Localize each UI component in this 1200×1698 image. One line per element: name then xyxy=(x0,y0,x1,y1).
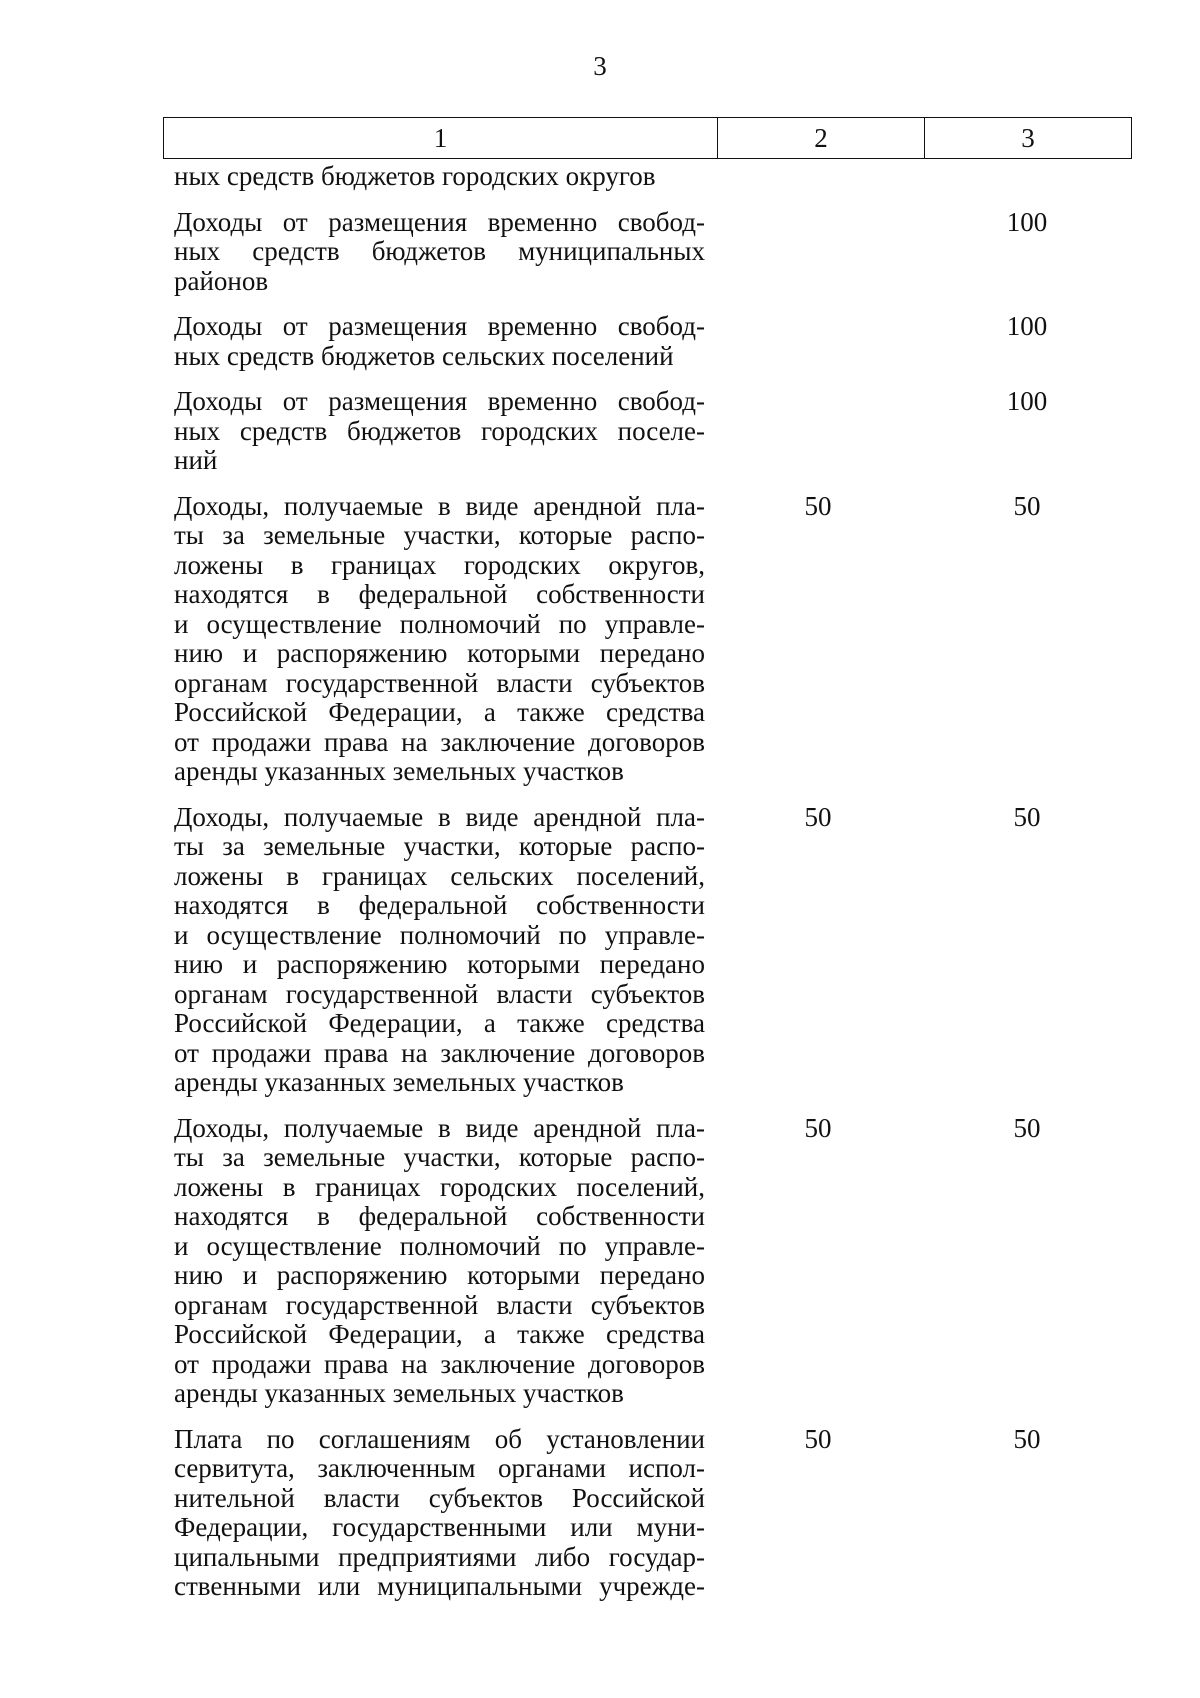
row-description-line: нию и распоряжению которыми передано xyxy=(174,949,705,979)
row-description-line: ложены в границах городских округов, xyxy=(174,549,705,580)
page-number: 3 xyxy=(593,51,607,81)
row-description-line: от продажи права на заключение договоров xyxy=(174,1348,705,1379)
table-header-row xyxy=(163,117,1132,159)
row-description-line: Доходы, получаемые в виде арендной пла- xyxy=(174,490,705,521)
row-description xyxy=(174,1425,705,1602)
table-row xyxy=(0,312,1200,371)
row-description-line: ты за земельные участки, которые распо- xyxy=(174,520,705,550)
row-description-line: органам государственной власти субъектов xyxy=(174,667,705,698)
row-value-col-3: 100 xyxy=(1006,311,1048,341)
table-row xyxy=(0,1425,1200,1602)
row-description-line: ных средств бюджетов городских округов xyxy=(174,161,656,191)
row-description-line: ственными или муниципальными учрежде- xyxy=(174,1571,705,1601)
row-description-line: ложены в границах сельских поселений, xyxy=(174,860,705,891)
row-description-line: Федерации, государственными или муни- xyxy=(174,1512,705,1542)
row-description-line: ципальными предприятиями либо государ- xyxy=(174,1541,705,1572)
row-description-line: ложены в границах городских поселений, xyxy=(174,1171,705,1202)
row-description-line: и осуществление полномочий по управле- xyxy=(174,919,705,950)
table-row xyxy=(0,1114,1200,1409)
row-description-line: находятся в федеральной собственности xyxy=(174,890,705,920)
row-description-line: Доходы от размещения временно свобод- xyxy=(174,386,705,416)
row-description-line: Доходы от размещения временно свобод- xyxy=(174,311,705,341)
row-description-line: Российской Федерации, а также средства xyxy=(174,697,705,727)
row-description-line: и осуществление полномочий по управле- xyxy=(174,608,705,639)
row-description-line: и осуществление полномочий по управле- xyxy=(174,1230,705,1261)
row-description-line: районов xyxy=(174,265,269,296)
row-description-line: Доходы, получаемые в виде арендной пла- xyxy=(174,801,705,832)
row-description-line: ты за земельные участки, которые распо- xyxy=(174,1142,705,1172)
row-value-col-3: 50 xyxy=(1013,490,1041,521)
row-value-col-3: 100 xyxy=(1006,206,1048,237)
table-row xyxy=(0,492,1200,787)
row-description-line: Российской Федерации, а также средства xyxy=(174,1319,705,1349)
table-row xyxy=(0,803,1200,1098)
table-row xyxy=(0,162,1200,192)
row-description-line: ты за земельные участки, которые распо- xyxy=(174,831,705,861)
row-description-line: Российской Федерации, а также средства xyxy=(174,1008,705,1038)
row-value-col-2: 50 xyxy=(804,1423,832,1454)
row-description xyxy=(174,312,705,371)
row-value-col-2: 50 xyxy=(804,801,832,832)
row-value-col-2: 50 xyxy=(804,490,832,521)
table-header-col-2: 2 xyxy=(718,118,925,158)
row-description-line: ных средств бюджетов муниципальных xyxy=(174,236,705,266)
row-description-line: от продажи права на заключение договоров xyxy=(174,726,705,757)
row-description-line: аренды указанных земельных участков xyxy=(174,1378,624,1408)
table-header-col-1: 1 xyxy=(164,118,718,158)
table-row xyxy=(0,387,1200,476)
table-body xyxy=(0,162,1200,1618)
row-value-col-3: 50 xyxy=(1013,801,1041,832)
row-description xyxy=(174,803,705,1098)
row-description-line: находятся в федеральной собственности xyxy=(174,579,705,609)
row-description-line: Доходы от размещения временно свобод- xyxy=(174,206,705,237)
row-description-line: ных средств бюджетов сельских поселений xyxy=(174,340,674,371)
row-value-col-2: 50 xyxy=(804,1112,832,1143)
row-description-line: нию и распоряжению которыми передано xyxy=(174,638,705,668)
row-value-col-3: 50 xyxy=(1013,1112,1041,1143)
row-description-line: аренды указанных земельных участков xyxy=(174,756,624,786)
row-description xyxy=(174,1114,705,1409)
row-value-col-3: 50 xyxy=(1013,1423,1041,1454)
row-description-line: нию и распоряжению которыми передано xyxy=(174,1260,705,1290)
row-description-line: Доходы, получаемые в виде арендной пла- xyxy=(174,1112,705,1143)
table-header-col-3: 3 xyxy=(1021,123,1035,153)
row-description xyxy=(174,162,705,192)
row-description-line: органам государственной власти субъектов xyxy=(174,1289,705,1320)
row-value-col-3: 100 xyxy=(1006,386,1048,416)
row-description xyxy=(174,492,705,787)
row-description-line: ных средств бюджетов городских поселе- xyxy=(174,415,705,446)
row-description-line: аренды указанных земельных участков xyxy=(174,1067,624,1097)
row-description-line: Плата по соглашениям об установлении xyxy=(174,1423,705,1454)
row-description-line: органам государственной власти субъектов xyxy=(174,978,705,1009)
row-description xyxy=(174,387,705,476)
row-description-line: нительной власти субъектов Российской xyxy=(174,1482,705,1513)
row-description-line: от продажи права на заключение договоров xyxy=(174,1037,705,1068)
row-description xyxy=(174,208,705,297)
row-description-line: находятся в федеральной собственности xyxy=(174,1201,705,1231)
row-description-line: сервитута, заключенным органами испол- xyxy=(174,1453,705,1483)
table-row xyxy=(0,208,1200,297)
row-description-line: ний xyxy=(174,445,218,475)
